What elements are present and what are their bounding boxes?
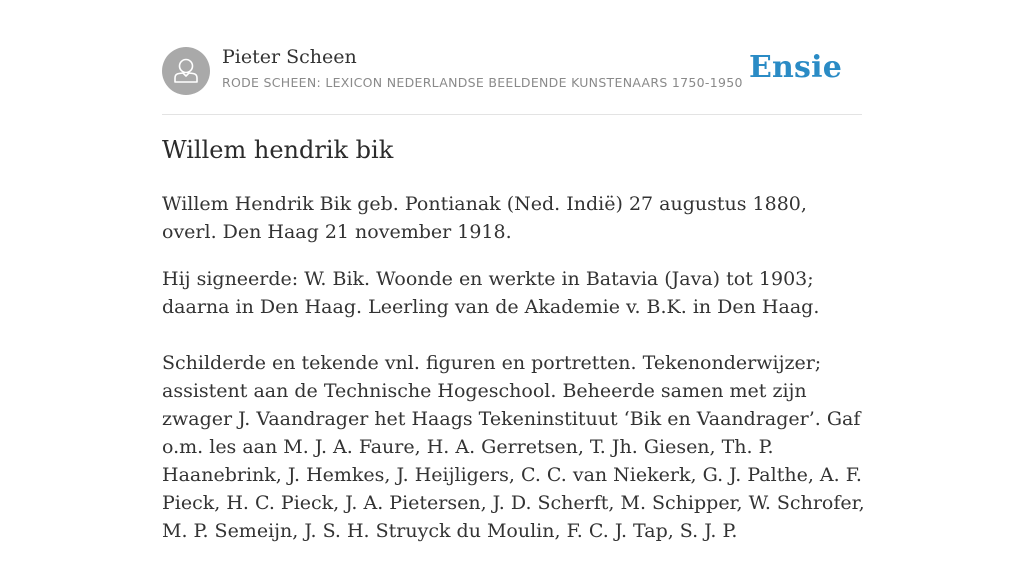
ensie-logo[interactable]: Ensie [748, 50, 842, 85]
person-outline-icon [162, 47, 210, 95]
article-paragraph-1: Willem Hendrik Bik geb. Pontianak (Ned. Indië) 27 augustus 1880, overl. Den Haag 21 november 1918. [162, 193, 807, 243]
article-header [162, 0, 862, 115]
article-page [162, 0, 865, 542]
article-body [162, 190, 866, 564]
author-name-link[interactable]: Pieter Scheen [222, 46, 357, 68]
source-link[interactable]: RODE SCHEEN: LEXICON NEDERLANDSE BEELDENDE KUNSTENAARS 1750-1950 [222, 75, 743, 90]
user-avatar-icon[interactable] [162, 47, 210, 95]
article-paragraph-3: Schilderde en tekende vnl. figuren en portretten. Tekenonderwijzer; assistent aan de Technische Hogeschool. Beheerde samen met zijn zwager J. Vaandrager het Haags Tekeninstituut ‘Bik en Vaandrager’. Gaf o.m. les aan M. J. A. Faure, H. A. Gerretsen, T. Jh. Giesen, Th. P. Haanebrink, J. Hemkes, J. Heijligers, C. C. van Niekerk, G. J. Palthe, A. F. Pieck, H. C. Pieck, J. A. Pietersen, J. D. Scherft, M. Schipper, W. Schrofer, M. P. Semeijn, J. S. H. Struyck du Moulin, F. C. J. Tap, S. J. P. [162, 352, 865, 542]
article-paragraph-2: Hij signeerde: W. Bik. Woonde en werkte in Batavia (Java) tot 1903; daarna in Den Haag. Leerling van de Akademie v. B.K. in Den Haag. [162, 268, 820, 318]
article-title: Willem hendrik bik [162, 136, 394, 164]
